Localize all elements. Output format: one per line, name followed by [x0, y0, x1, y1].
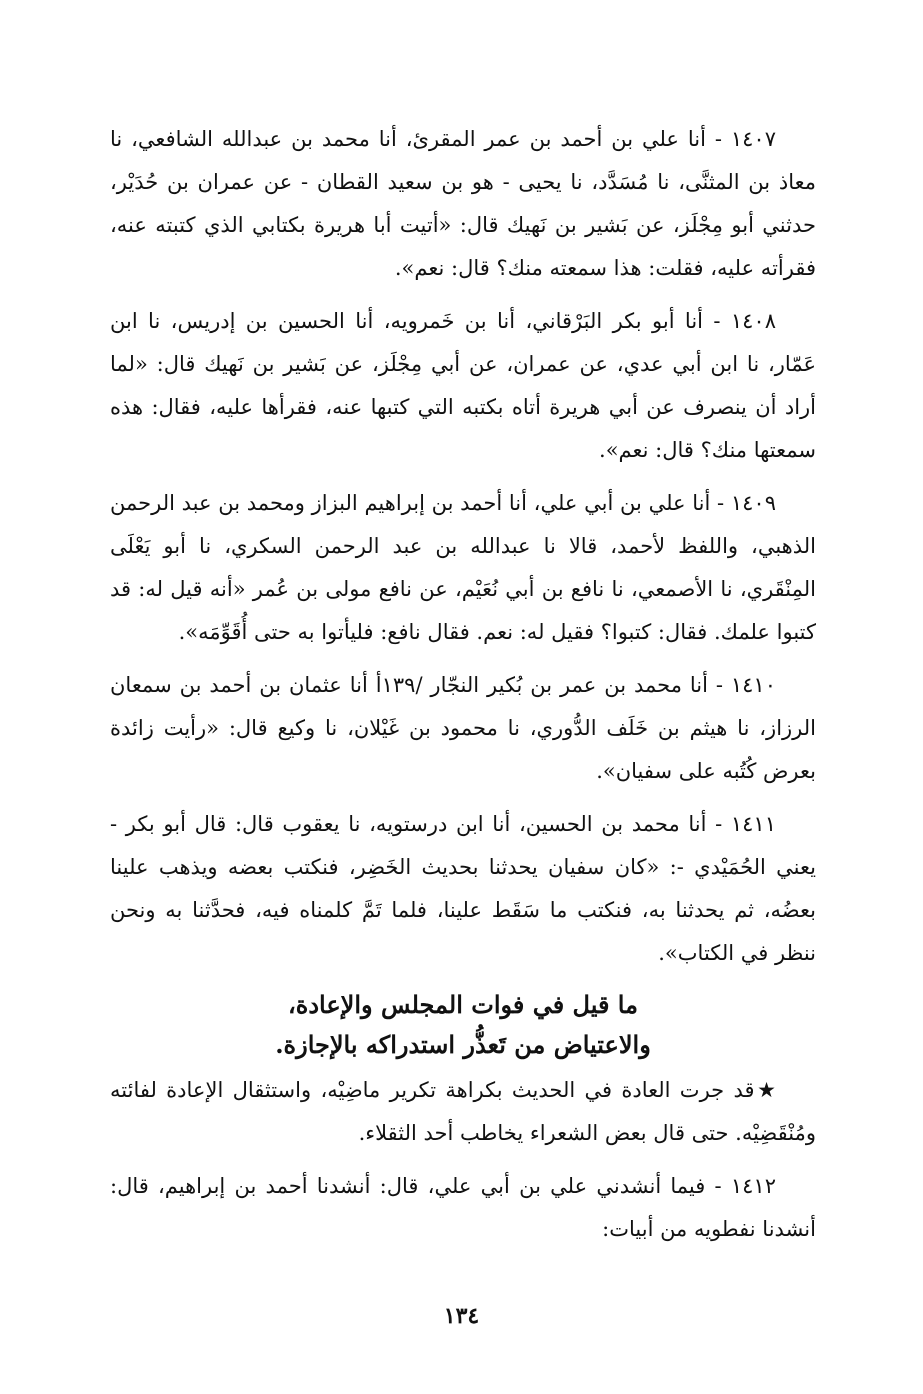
page-body — [110, 118, 816, 1261]
page-number: ١٣٤ — [443, 1303, 480, 1329]
section-intro-paragraph: ★قد جرت العادة في الحديث بكراهة تكرير ماضِيْه، واستثقال الإعادة لفائته ومُنْقَضِيْه. حتى قال بعض الشعراء يخاطب أحد الثقلاء. — [110, 1078, 816, 1145]
hadith-paragraph-1407: ١٤٠٧ - أنا علي بن أحمد بن عمر المقرئ، أنا محمد بن عبدالله الشافعي، نا معاذ بن المثنَّى، نا مُسَدَّد، نا يحيى - هو بن سعيد القطان - عن عمران بن حُدَيْر، حدثني أبو مِجْلَز، عن بَشير بن نَهيك قال: «أتيت أبا هريرة بكتابي الذي كتبته عنه، فقرأته عليه، فقلت: هذا سمعته منك؟ قال: نعم». — [110, 127, 816, 280]
hadith-paragraph-1412: ١٤١٢ - فيما أنشدني علي بن أبي علي، قال: أنشدنا أحمد بن إبراهيم، قال: أنشدنا نفطويه من أبيات: — [110, 1174, 816, 1241]
section-heading — [110, 985, 816, 1065]
hadith-paragraph-1408: ١٤٠٨ - أنا أبو بكر البَرْقاني، أنا بن خَمرويه، أنا الحسين بن إدريس، نا ابن عَمّار، نا ابن أبي عدي، عن عمران، عن أبي مِجْلَز، عن بَشير بن نَهيك قال: «لما أراد أن ينصرف عن أبي هريرة أتاه بكتبه التي كتبها عنه، فقرأها عليه، فقال: هذه سمعتها منك؟ قال: نعم». — [110, 309, 816, 462]
hadith-paragraph-1410: ١٤١٠ - أنا محمد بن عمر بن بُكير النجّار /١٣٩أ أنا عثمان بن أحمد بن سمعان الرزاز، نا هيثم بن خَلَف الدُّوري، نا محمود بن غَيْلان، نا وكيع قال: «رأيت زائدة بعرض كُتُبه على سفيان». — [110, 673, 816, 783]
section-heading-line-1: ما قيل في فوات المجلس والإعادة، — [288, 990, 638, 1019]
hadith-paragraph-1411: ١٤١١ - أنا محمد بن الحسين، أنا ابن درستويه، نا يعقوب قال: قال أبو بكر - يعني الحُمَيْدي -: «كان سفيان يحدثنا بحديث الخَضِر، فنكتب بعضه ويذهب علينا بعضُه، ثم يحدثنا به، فنكتب ما سَقَط علينا، فلما تَمَّ كلمناه فيه، فحدَّثنا به ونحن ننظر في الكتاب». — [110, 812, 816, 965]
section-heading-line-2: والاعتياض من تَعذُّر استدراكه بالإجازة. — [275, 1030, 651, 1059]
hadith-paragraph-1409: ١٤٠٩ - أنا علي بن أبي علي، أنا أحمد بن إبراهيم البزاز ومحمد بن عبد الرحمن الذهبي، واللفظ لأحمد، قالا نا عبدالله بن عبد الرحمن السكري، نا أبو يَعْلَى المِنْقَري، نا الأصمعي، نا نافع بن أبي نُعَيْم، عن نافع مولى بن عُمر «أنه قيل له: قد كتبوا علمك. فقال: كتبوا؟ فقيل له: نعم. فقال نافع: فليأتوا به حتى أُقَوِّمَه». — [110, 491, 816, 644]
